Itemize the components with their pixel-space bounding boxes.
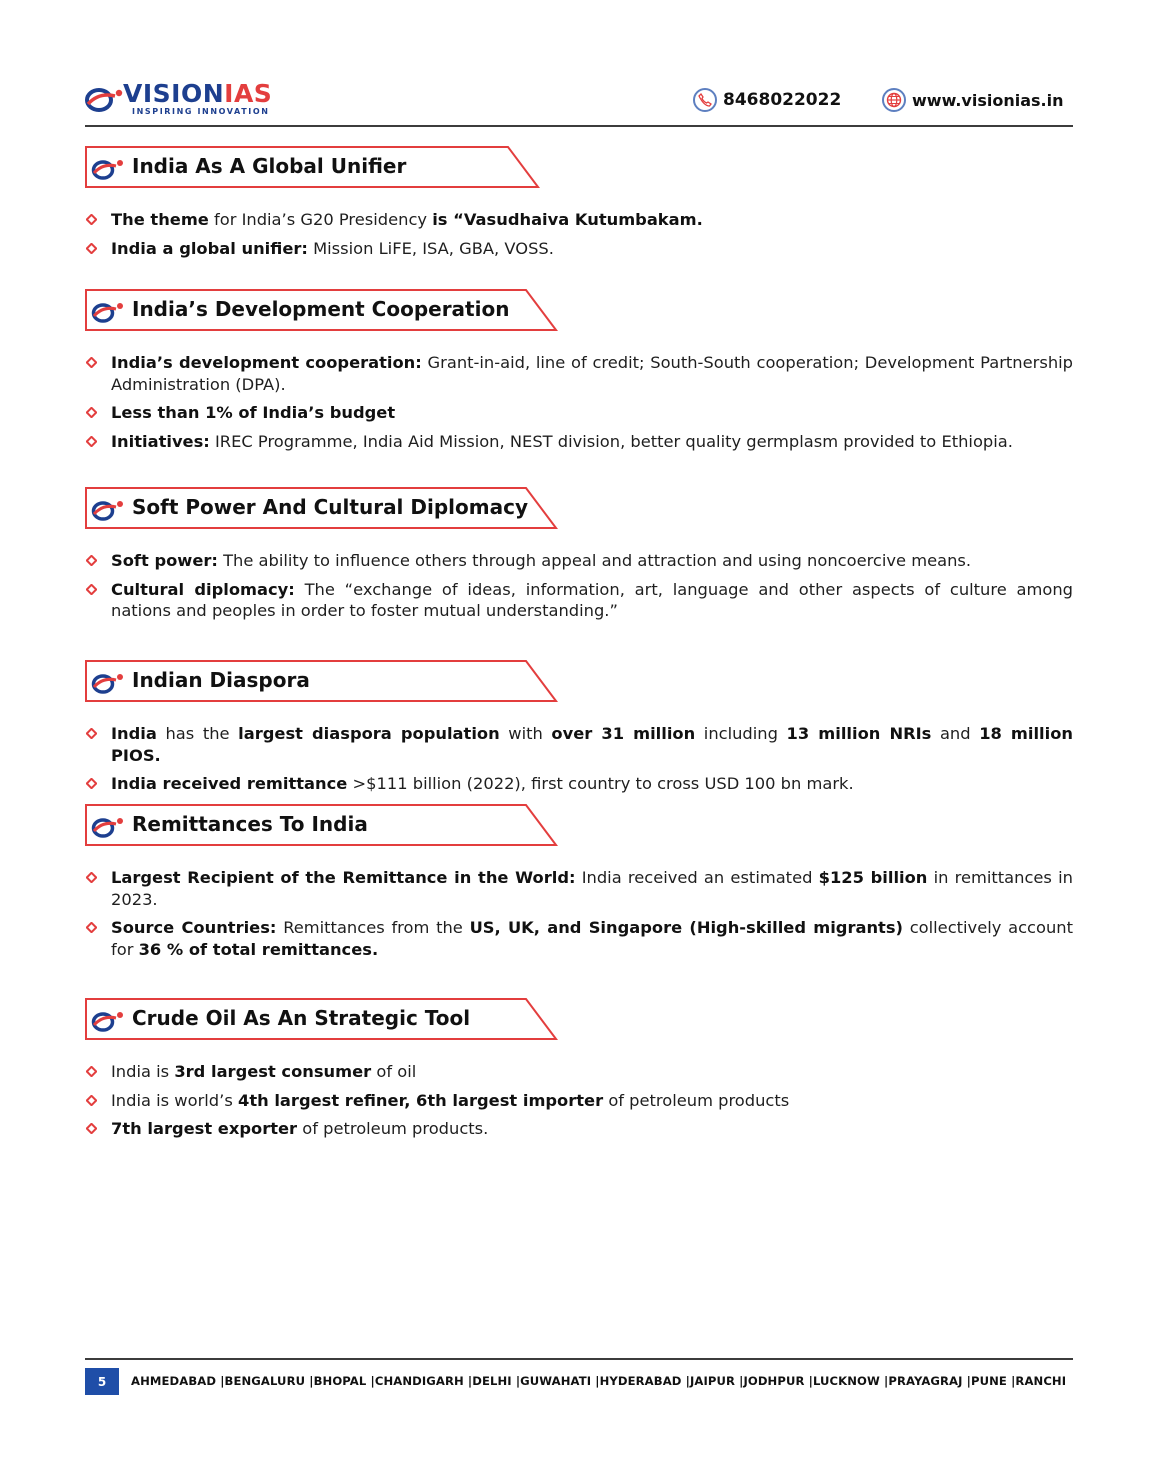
bullet-point (85, 550, 1073, 572)
bold-text: is “Vasudhaiva Kutumbakam. (432, 210, 703, 229)
phone-icon (693, 88, 717, 112)
logo-tagline: INSPIRING INNOVATION (132, 107, 270, 116)
section-heading-banner (85, 660, 558, 704)
bold-text: The theme (111, 210, 209, 229)
bold-text: 4th largest refiner, 6th largest importer (237, 1090, 604, 1110)
section (85, 804, 1073, 967)
bold-text: 36 % of total remittances. (138, 939, 379, 959)
page-header (85, 80, 1073, 126)
bullet-point (85, 209, 1073, 231)
section-logo-icon (91, 672, 127, 694)
body-text: Grant-in-aid, line of credit; South-South cooperation; Development Partnership Administration (DPA). (111, 353, 1073, 394)
bold-text: Largest Recipient of the Remittance in the World: (111, 868, 576, 887)
bullet-point (85, 402, 1073, 424)
diamond-bullet-icon (86, 872, 97, 883)
footer-cities: AHMEDABAD |BENGALURU |BHOPAL |CHANDIGARH |DELHI |GUWAHATI |HYDERABAD |JAIPUR |JODHPUR |LUCKNOW |PRAYAGRAJ |PUNE |RANCHI (131, 1374, 1067, 1388)
body-text: of petroleum products. (297, 1119, 489, 1138)
section-title: India As A Global Unifier (132, 154, 407, 178)
globe-icon (882, 88, 906, 112)
body-text: of oil (371, 1062, 417, 1081)
diamond-bullet-icon (86, 778, 97, 789)
bullet-point (85, 431, 1073, 453)
bullet-point (85, 1090, 1073, 1112)
logo-wordmark: VISIONIAS (123, 79, 273, 108)
visionias-logo (85, 80, 285, 120)
header-divider (85, 125, 1073, 127)
body-text: and (931, 724, 980, 743)
section (85, 660, 1073, 802)
section-logo-icon (91, 158, 127, 180)
bullet-list (85, 723, 1073, 795)
bold-text: India’s development cooperation: (111, 353, 422, 372)
body-text: India is world’s (111, 1090, 238, 1110)
bullet-list (85, 867, 1073, 960)
diamond-bullet-icon (86, 214, 97, 225)
diamond-bullet-icon (86, 584, 97, 595)
section-title: Crude Oil As An Strategic Tool (132, 1006, 471, 1030)
bold-text: largest diaspora population (238, 724, 500, 743)
body-text: The “exchange of ideas, information, art, language and other aspects of culture among nations and peoples in order to foster mutual understanding.” (111, 579, 1073, 620)
bold-text: India a global unifier: (111, 238, 308, 258)
section-heading-banner (85, 146, 540, 190)
body-text: for India’s G20 Presidency (208, 210, 433, 229)
section-logo-icon (91, 816, 127, 838)
body-text: has the (156, 724, 239, 743)
section-heading-banner (85, 804, 558, 848)
bullet-point (85, 579, 1073, 622)
bullet-list (85, 352, 1073, 452)
bullet-point (85, 723, 1073, 766)
section-title: Soft Power And Cultural Diplomacy (132, 495, 528, 519)
bold-text: Initiatives: (111, 431, 210, 451)
diamond-bullet-icon (86, 1123, 97, 1134)
diamond-bullet-icon (86, 728, 97, 739)
diamond-bullet-icon (86, 407, 97, 418)
body-text: of petroleum products (603, 1090, 790, 1110)
section (85, 487, 1073, 629)
bullet-point (85, 773, 1073, 795)
bold-text: 7th largest exporter (111, 1119, 298, 1138)
bullet-list (85, 550, 1073, 622)
diamond-bullet-icon (86, 922, 97, 933)
section-heading-banner (85, 289, 558, 333)
page-number: 5 (85, 1368, 119, 1395)
body-text: collectively account for (111, 918, 1073, 959)
bullet-list (85, 209, 1073, 259)
bold-text: Source Countries: (111, 918, 277, 937)
bullet-point (85, 352, 1073, 395)
website-url[interactable]: www.visionias.in (912, 90, 1064, 110)
bold-text: India received remittance (111, 774, 348, 793)
phone-number: 8468022022 (723, 90, 842, 110)
body-text: Mission LiFE, ISA, GBA, VOSS. (307, 238, 554, 258)
section-heading-banner (85, 998, 558, 1042)
diamond-bullet-icon (86, 357, 97, 368)
bold-text: US, UK, and Singapore (High-skilled migrants) (469, 918, 903, 937)
body-text: The ability to influence others through appeal and attraction and using noncoercive means. (217, 551, 972, 570)
bullet-point (85, 867, 1073, 910)
section-logo-icon (91, 499, 127, 521)
section-title: India’s Development Cooperation (132, 297, 510, 321)
bold-text: Cultural diplomacy: (111, 579, 295, 599)
section-heading-banner (85, 487, 558, 531)
body-text: including (695, 724, 787, 743)
bullet-list (85, 1061, 1073, 1140)
body-text: in remittances in 2023. (111, 868, 1073, 909)
bullet-point (85, 917, 1073, 960)
bullet-point (85, 238, 1073, 260)
body-text: >$111 billion (2022), first country to cross USD 100 bn mark. (347, 774, 854, 793)
bold-text: Less than 1% of India’s budget (111, 403, 396, 422)
header-phone (693, 88, 841, 112)
section-title: Indian Diaspora (132, 668, 310, 692)
section (85, 289, 1073, 459)
bold-text: 13 million NRIs (786, 724, 932, 743)
bullet-point (85, 1061, 1073, 1083)
diamond-bullet-icon (86, 436, 97, 447)
body-text: with (499, 724, 552, 743)
footer-divider (85, 1358, 1073, 1360)
diamond-bullet-icon (86, 555, 97, 566)
bold-text: India (111, 724, 157, 743)
bold-text: Soft power: (111, 551, 218, 570)
bold-text: 18 million PIOS. (111, 724, 1073, 765)
diamond-bullet-icon (86, 1066, 97, 1077)
header-website[interactable] (882, 88, 1063, 112)
bold-text: over 31 million (551, 724, 696, 743)
body-text: IREC Programme, India Aid Mission, NEST division, better quality germplasm provided to Ethiopia. (209, 431, 1013, 451)
bullet-point (85, 1118, 1073, 1140)
body-text: Remittances from the (276, 918, 470, 937)
section-title: Remittances To India (132, 812, 368, 836)
section-logo-icon (91, 301, 127, 323)
bold-text: $125 billion (818, 868, 928, 887)
body-text: India is (111, 1062, 175, 1081)
bold-text: 3rd largest consumer (174, 1062, 372, 1081)
section (85, 146, 1073, 266)
diamond-bullet-icon (86, 1095, 97, 1106)
logo-swoosh-icon (85, 86, 123, 112)
section-logo-icon (91, 1010, 127, 1032)
diamond-bullet-icon (86, 243, 97, 254)
section (85, 998, 1073, 1147)
body-text: India received an estimated (575, 868, 819, 887)
